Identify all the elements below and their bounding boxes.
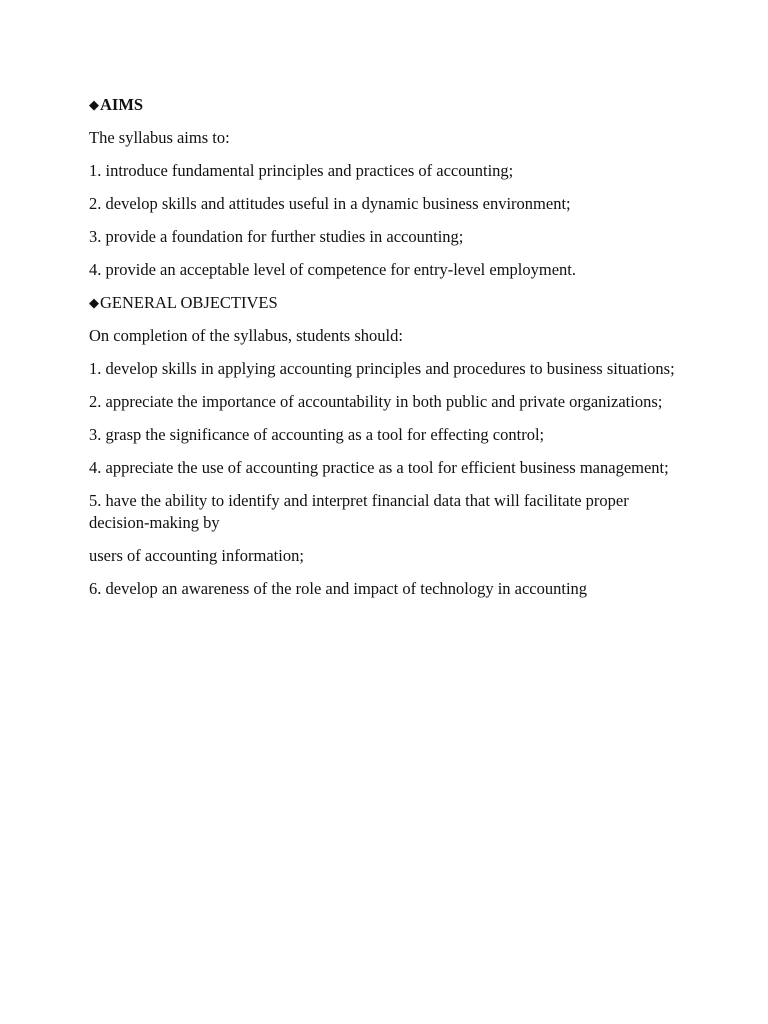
objectives-item-3: 3. grasp the significance of accounting as a tool for effecting control; (89, 425, 545, 444)
objectives-intro: On completion of the syllabus, students should: (89, 326, 403, 345)
objectives-item-1: 1. develop skills in applying accounting principles and procedures to business situations; (89, 359, 675, 378)
aims-intro: The syllabus aims to: (89, 128, 230, 147)
diamond-bullet-icon: ◆ (89, 295, 99, 310)
objectives-heading (89, 292, 679, 314)
objectives-heading-text: GENERAL OBJECTIVES (100, 293, 278, 312)
aims-item-2: 2. develop skills and attitudes useful in a dynamic business environment; (89, 194, 571, 213)
objectives-item-6: 6. develop an awareness of the role and impact of technology in accounting (89, 579, 588, 598)
aims-heading (89, 94, 679, 116)
aims-item-1: 1. introduce fundamental principles and practices of accounting; (89, 161, 514, 180)
objectives-item-2: 2. appreciate the importance of accountability in both public and private organizations; (89, 392, 663, 411)
aims-heading-text: AIMS (100, 95, 144, 114)
document-page (89, 94, 679, 611)
objectives-item-5: 5. have the ability to identify and interpret financial data that will facilitate proper decision-making by (89, 491, 629, 532)
diamond-bullet-icon: ◆ (89, 97, 99, 112)
objectives-item-5-continued: users of accounting information; (89, 546, 304, 565)
aims-item-4: 4. provide an acceptable level of competence for entry-level employment. (89, 260, 576, 279)
objectives-item-4: 4. appreciate the use of accounting practice as a tool for efficient business management; (89, 458, 669, 477)
aims-item-3: 3. provide a foundation for further studies in accounting; (89, 227, 464, 246)
